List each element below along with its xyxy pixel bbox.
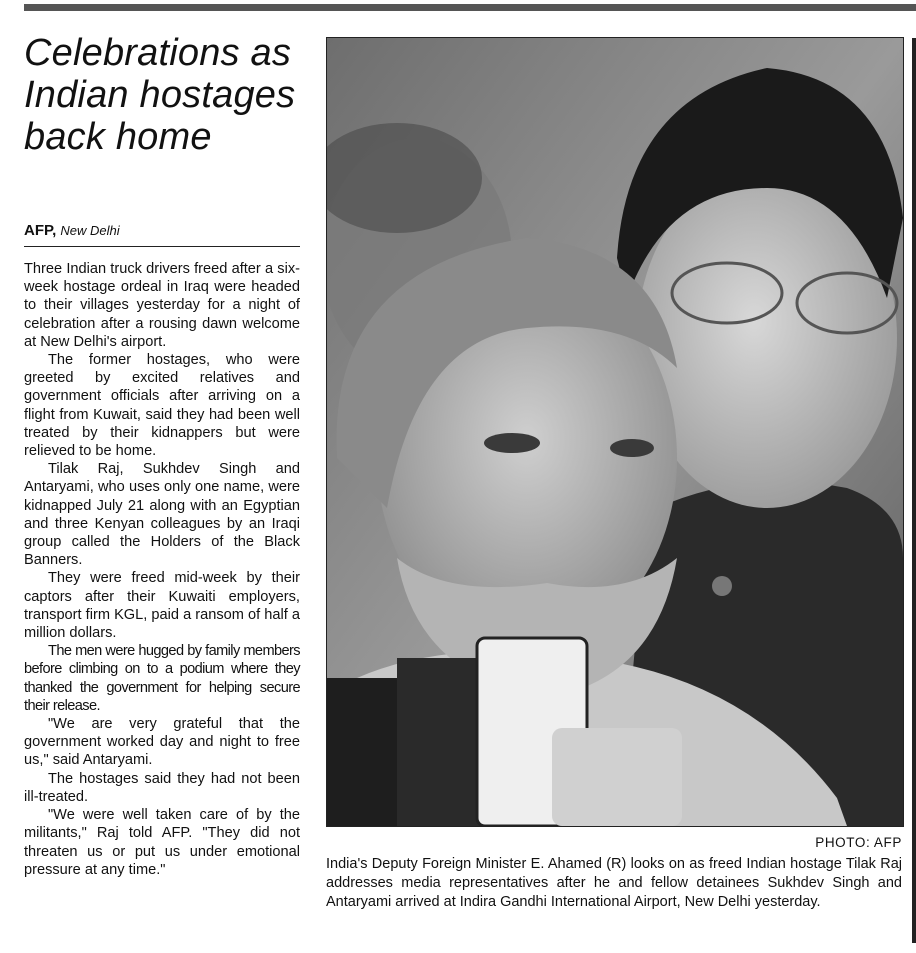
byline-agency: AFP, [24, 222, 57, 239]
top-rule [24, 4, 916, 11]
photo-caption: India's Deputy Foreign Minister E. Ahamed (R) looks on as freed Indian hostage Tilak Raj addresses media representatives after he and fellow detainees Sukhdev Singh and Antaryami arrived at Indira Gandhi International Airport, New Delhi yesterday. [326, 856, 902, 910]
article-paragraph: Three Indian truck drivers freed after a six-week hostage ordeal in Iraq were headed to their villages yesterday for a night of celebration after a rousing dawn welcome at New Delhi's airport. [24, 261, 300, 350]
adjacent-column-edge [912, 38, 916, 943]
article-body [24, 260, 300, 879]
byline-rule [24, 246, 300, 247]
article-paragraph: They were freed mid-week by their captors after their Kuwaiti employers, transport firm KGL, paid a ransom of half a million dollars. [24, 570, 300, 642]
article-paragraph: The former hostages, who were greeted by excited relatives and government officials after arriving on a flight from Kuwait, said they had been well treated by their kidnappers but were relieved to be home. [24, 352, 300, 460]
byline [24, 222, 120, 240]
article-paragraph: "We were well taken care of by the militants," Raj told AFP. "They did not threaten us or put us under emotional pressure at any time." [24, 807, 300, 878]
headline: Celebrations as Indian hostages back home [24, 32, 296, 158]
byline-place: New Delhi [60, 223, 120, 238]
news-photo [326, 37, 904, 827]
article-paragraph: The hostages said they had not been ill-treated. [24, 770, 300, 805]
article-paragraph: The men were hugged by family members before climbing on to a podium where they thanked the government for helping secure their release. [24, 643, 300, 714]
photo-credit: PHOTO: AFP [815, 835, 902, 850]
article-paragraph: "We are very grateful that the government worked day and night to free us," said Antaryami. [24, 716, 300, 769]
article-paragraph: Tilak Raj, Sukhdev Singh and Antaryami, who uses only one name, were kidnapped July 21 along with an Egyptian and three Kenyan colleagues by an Iraqi group called the Holders of the Black Banners. [24, 461, 300, 569]
